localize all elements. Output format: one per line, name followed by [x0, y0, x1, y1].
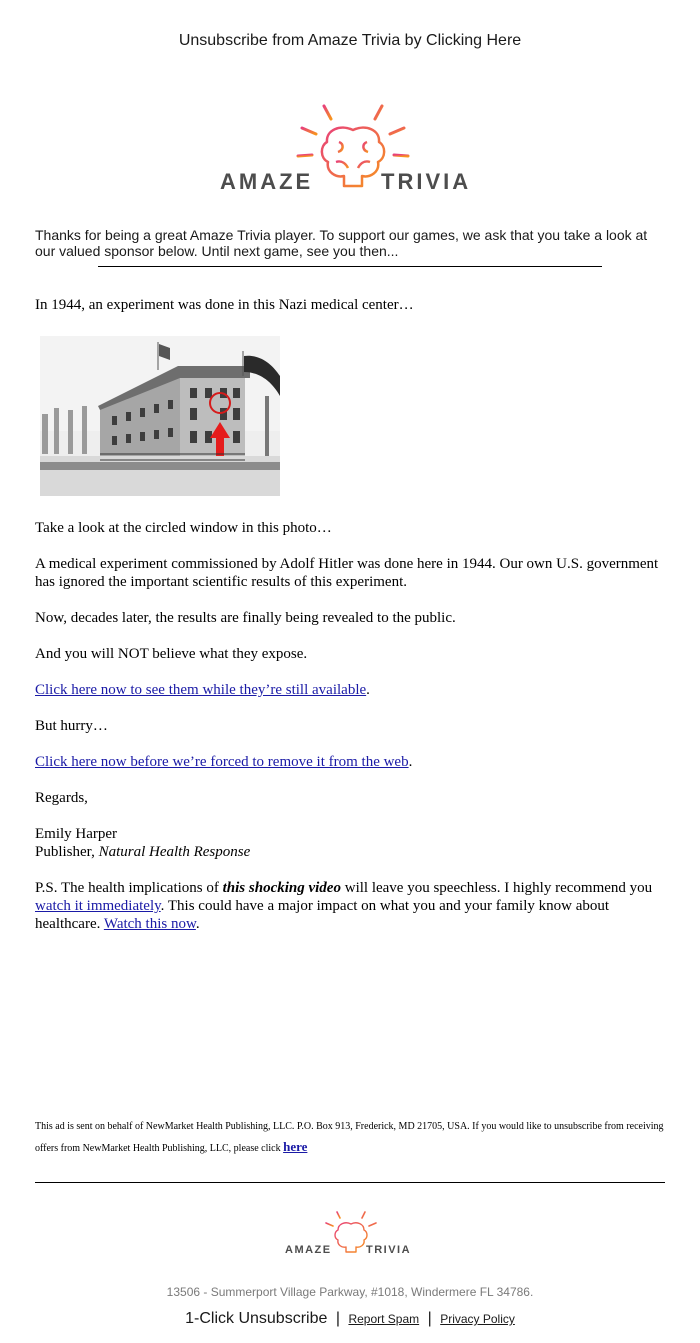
publication-name: Natural Health Response	[98, 844, 251, 860]
footer-separator: |	[427, 1310, 432, 1327]
signer-title	[35, 843, 665, 861]
ps-text-1: P.S. The health implications of	[35, 880, 223, 896]
footer-address: 13506 - Summerport Village Parkway, #1018, Windermere FL 34786.	[166, 1285, 534, 1299]
ad-paragraph-6: But hurry…	[35, 718, 108, 734]
footer-divider	[35, 1182, 665, 1183]
unsubscribe-header-link[interactable]: Unsubscribe from Amaze Trivia by Clicking Here	[178, 32, 522, 49]
logo-word-amaze: AMAZE	[220, 169, 314, 194]
signer-title-prefix: Publisher,	[35, 844, 99, 860]
ad-paragraph-3: A medical experiment commissioned by Adolf Hitler was done here in 1944. Our own U.S. government has ignored the important scientific results of this experiment.	[35, 556, 659, 590]
regards-text: Regards,	[35, 790, 88, 806]
amaze-trivia-logo	[218, 94, 488, 206]
ad-paragraph-5: And you will NOT believe what they expose.	[35, 646, 308, 662]
ad-paragraph-1: In 1944, an experiment was done in this Nazi medical center…	[35, 297, 414, 313]
intro-divider	[98, 266, 602, 267]
watch-now-link[interactable]: Watch this now	[103, 916, 196, 932]
intro-message: Thanks for being a great Amaze Trivia player. To support our games, we ask that you take a look at our valued sponsor below. Until next game, see you then...	[35, 227, 648, 259]
ad-link-paragraph-2	[35, 753, 665, 771]
ps-paragraph	[35, 879, 665, 933]
footer-links	[0, 1310, 700, 1328]
legal-disclaimer	[35, 1117, 667, 1159]
signature-block	[35, 825, 665, 861]
lightbulb-brain-icon	[283, 1206, 419, 1262]
legal-unsubscribe-link[interactable]: here	[283, 1139, 308, 1154]
ps-text-2: will leave you speechless. I highly recommend you	[340, 880, 653, 896]
link2-period: .	[408, 754, 413, 770]
privacy-policy-link[interactable]: Privacy Policy	[440, 1312, 515, 1326]
one-click-unsubscribe-link[interactable]: 1-Click Unsubscribe	[185, 1310, 328, 1327]
see-results-link[interactable]: Click here now to see them while they’re still available	[35, 682, 367, 698]
before-removed-link[interactable]: Click here now before we’re forced to remove it from the web	[35, 754, 409, 770]
watch-immediately-link[interactable]: watch it immediately	[35, 898, 161, 914]
legal-text: This ad is sent on behalf of NewMarket Health Publishing, LLC. P.O. Box 913, Frederick, MD 21705, USA. If you would like to unsubscribe from receiving offers from NewMarket Health Publishing, LLC, please click	[35, 1121, 664, 1154]
ad-paragraph-2: Take a look at the circled window in this photo…	[35, 520, 332, 536]
footer-logo-word-trivia: TRIVIA	[366, 1244, 412, 1256]
ad-paragraph-4: Now, decades later, the results are finally being revealed to the public.	[35, 610, 456, 626]
link1-period: .	[366, 682, 370, 698]
footer-logo-word-amaze: AMAZE	[285, 1244, 332, 1256]
footer-separator: |	[335, 1310, 340, 1327]
lightbulb-brain-icon	[218, 94, 488, 206]
ps-emphasis: this shocking video	[222, 880, 341, 896]
report-spam-link[interactable]: Report Spam	[348, 1312, 420, 1326]
logo-word-trivia: TRIVIA	[381, 169, 472, 194]
ad-link-paragraph-1	[35, 681, 665, 699]
signer-name: Emily Harper	[35, 826, 118, 842]
building-photo	[40, 336, 280, 496]
ps-text-3: . This could have a major impact on what you and your family know about healthcare.	[35, 898, 610, 932]
ps-text-4: .	[195, 916, 200, 932]
amaze-trivia-footer-logo	[283, 1206, 419, 1262]
